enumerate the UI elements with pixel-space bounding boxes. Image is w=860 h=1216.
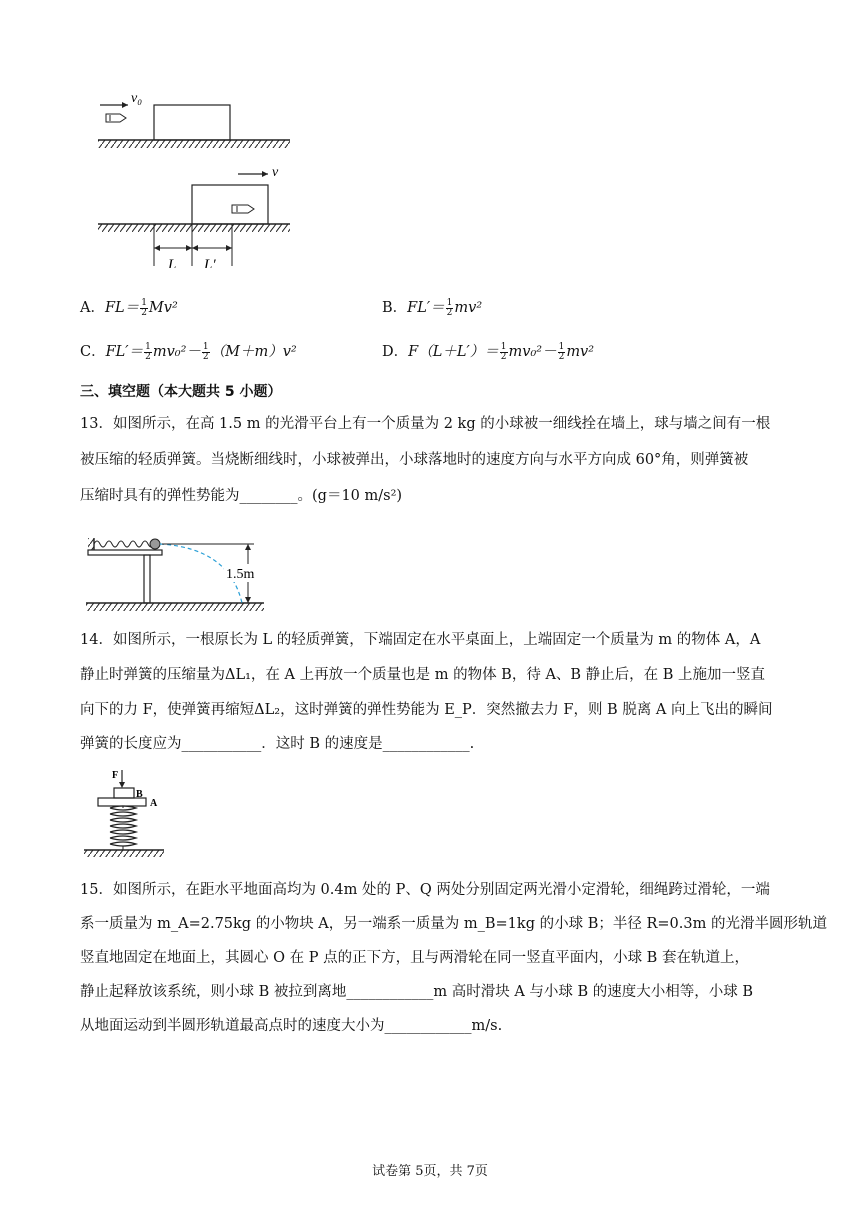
spring-stack-figure bbox=[84, 766, 194, 860]
q15-line-1: 15．如图所示，在距水平地面高均为 0.4m 处的 P、Q 两处分别固定两光滑小定滑轮，细绳跨过滑轮，一端 bbox=[80, 882, 770, 898]
fraction: $\frac{1}{2}$ bbox=[202, 341, 209, 362]
q14-line-2: 静止时弹簧的压缩量为ΔL₁，在 A 上再放一个质量也是 m 的物体 B，待 A、B 静止后，在 B 上施加一竖直 bbox=[80, 667, 766, 683]
q15-line-4: 静止起释放该系统，则小球 B 被拉到离地____________m 高时滑块 A 与小球 B 的速度大小相等，小球 B bbox=[80, 984, 754, 1000]
q15-line-2: 系一质量为 m_A=2.75kg 的小物块 A，另一端系一质量为 m_B=1kg 的小球 B；半径 R=0.3m 的光滑半圆形轨道 bbox=[80, 916, 827, 932]
q14-line-1: 14．如图所示，一根原长为 L 的轻质弹簧，下端固定在水平桌面上，上端固定一个质量为 m 的物体 A，A bbox=[80, 632, 761, 648]
option-a[interactable]: A．FL＝ $\frac{1}{2}$ Mv² bbox=[80, 297, 178, 318]
Lp-label: L′ bbox=[204, 257, 216, 268]
q13-line-2: 被压缩的轻质弹簧。当烧断细线时，小球被弹出，小球落地时的速度方向与水平方向成 60°角，则弹簧被 bbox=[80, 452, 749, 468]
fraction: $\frac{1}{2}$ bbox=[558, 341, 565, 362]
L-label: L bbox=[168, 257, 177, 268]
fraction: $\frac{1}{2}$ bbox=[141, 297, 147, 318]
bullet-block-figure bbox=[90, 88, 300, 268]
section-title: 三、填空题（本大题共 5 小题） bbox=[80, 384, 282, 400]
fraction: $\frac{1}{2}$ bbox=[500, 341, 507, 362]
q13-line-1: 13．如图所示，在高 1.5 m 的光滑平台上有一个质量为 2 kg 的小球被一细线拴在墙上，球与墙之间有一根 bbox=[80, 416, 771, 432]
q15-line-5: 从地面运动到半圆形轨道最高点时的速度大小为____________m/s. bbox=[80, 1018, 503, 1034]
spring-platform-figure bbox=[84, 528, 284, 616]
v-label: v bbox=[272, 165, 279, 180]
q15-line-3: 竖直地固定在地面上，其圆心 O 在 P 点的正下方，且与两滑轮在同一竖直平面内，小球 B 套在轨道上， bbox=[80, 950, 749, 966]
q14-line-4: 弹簧的长度应为___________．这时 B 的速度是____________. bbox=[80, 736, 475, 752]
page-footer: 试卷第 5页，共 7页 bbox=[372, 1164, 488, 1179]
fraction: $\frac{1}{2}$ bbox=[446, 297, 453, 318]
q13-line-3: 压缩时具有的弹性势能为________。(g＝10 m/s²) bbox=[80, 488, 403, 504]
height-label: 1.5m bbox=[226, 567, 255, 582]
option-d[interactable]: D．F（L＋L′）＝ $\frac{1}{2}$ mv₀²－ $\frac{1}{2}$ mv² bbox=[382, 341, 595, 362]
option-c[interactable]: C．FL′＝ $\frac{1}{2}$ mv₀²－ $\frac{1}{2}$ （M＋m）v² bbox=[80, 341, 297, 362]
v0-label: v₀ bbox=[131, 91, 143, 106]
A-label: A bbox=[150, 798, 158, 809]
q14-line-3: 向下的力 F，使弹簧再缩短ΔL₂，这时弹簧的弹性势能为 E_P．突然撤去力 F，则 B 脱离 A 向上飞出的瞬间 bbox=[80, 702, 773, 718]
F-label: F bbox=[112, 770, 119, 781]
B-label: B bbox=[136, 789, 143, 800]
fraction: $\frac{1}{2}$ bbox=[145, 341, 151, 362]
option-b[interactable]: B．FL′＝ $\frac{1}{2}$ mv² bbox=[382, 297, 483, 318]
